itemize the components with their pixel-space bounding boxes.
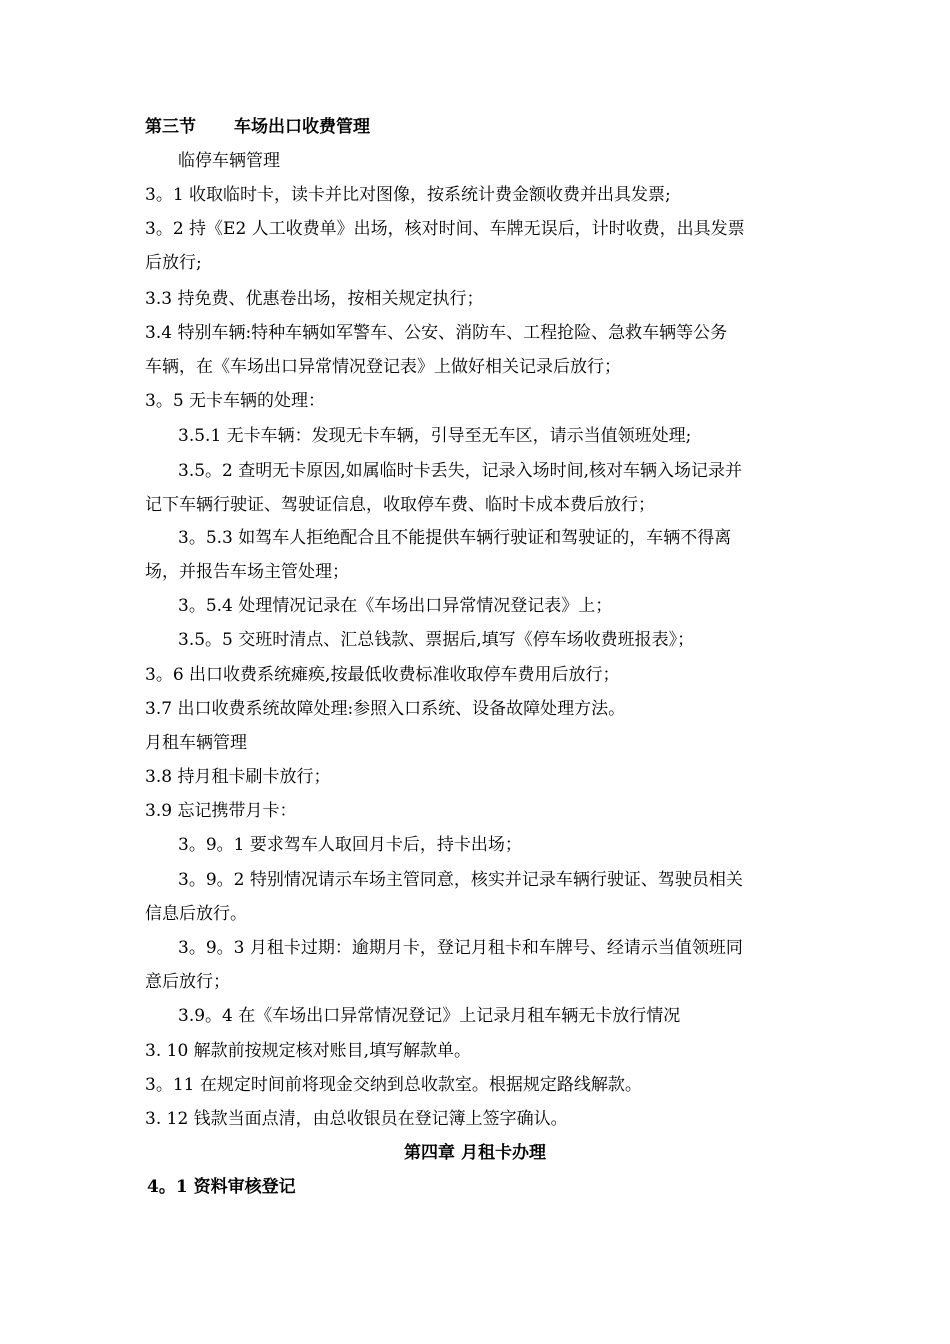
paragraph-line: 3.9。4 在《车场出口异常情况登记》上记录月租车辆无卡放行情况 — [178, 1006, 681, 1026]
paragraph-line: 场，并报告车场主管处理； — [145, 562, 349, 582]
paragraph-line: 3。6 出口收费系统瘫痪,按最低收费标准收取停车费用后放行； — [145, 665, 620, 685]
paragraph-line: 3。5 无卡车辆的处理： — [145, 391, 326, 411]
paragraph-line: 3。9。1 要求驾车人取回月卡后，持卡出场； — [178, 835, 522, 855]
section-title: 车场出口收费管理 — [234, 117, 370, 137]
paragraph-line: 3. 12 钱款当面点清，由总收银员在登记簿上签字确认。 — [145, 1109, 568, 1129]
paragraph-line: 3。5.3 如驾车人拒绝配合且不能提供车辆行驶证和驾驶证的，车辆不得离 — [178, 528, 732, 548]
paragraph-line: 3.7 出口收费系统故障处理:参照入口系统、设备故障处理方法。 — [145, 699, 626, 719]
paragraph-line: 3。11 在规定时间前将现金交纳到总收款室。根据规定路线解款。 — [145, 1075, 642, 1095]
section-number: 第三节 — [145, 117, 196, 137]
subheading-monthly-vehicles: 月租车辆管理 — [145, 733, 247, 753]
paragraph-line: 车辆，在《车场出口异常情况登记表》上做好相关记录后放行； — [145, 357, 621, 377]
chapter-heading: 第四章 月租卡办理 — [404, 1143, 546, 1163]
paragraph-line: 3。5.4 处理情况记录在《车场出口异常情况登记表》上； — [178, 596, 613, 616]
subheading-temporary-vehicles: 临停车辆管理 — [178, 151, 280, 171]
paragraph-line: 3. 10 解款前按规定核对账目,填写解款单。 — [145, 1041, 472, 1061]
paragraph-line: 信息后放行。 — [145, 904, 247, 924]
paragraph-line: 3。1 收取临时卡，读卡并比对图像，按系统计费金额收费并出具发票; — [145, 185, 671, 205]
paragraph-line: 3.9 忘记携带月卡： — [145, 801, 297, 821]
paragraph-line: 3.5.1 无卡车辆：发现无卡车辆，引导至无车区，请示当值领班处理; — [178, 426, 692, 446]
section-heading — [145, 116, 810, 138]
paragraph-line: 记下车辆行驶证、驾驶证信息，收取停车费、临时卡成本费后放行； — [145, 495, 655, 515]
paragraph-line: 3.5。2 查明无卡原因,如属临时卡丢失，记录入场时间,核对车辆入场记录并 — [178, 461, 743, 481]
subsection-heading: 4。1 资料审核登记 — [147, 1177, 296, 1197]
paragraph-line: 3。2 持《E2 人工收费单》出场，核对时间、车牌无误后，计时收费，出具发票 — [145, 219, 745, 239]
paragraph-line: 3。9。3 月租卡过期：逾期月卡，登记月租卡和车牌号、经请示当值领班同 — [178, 938, 743, 958]
paragraph-line: 3.4 特别车辆:特种车辆如军警车、公安、消防车、工程抢险、急救车辆等公务 — [145, 323, 728, 343]
paragraph-line: 3.3 持免费、优惠卷出场，按相关规定执行； — [145, 289, 484, 309]
paragraph-line: 意后放行； — [145, 972, 230, 992]
paragraph-line: 3.5。5 交班时清点、汇总钱款、票据后,填写《停车场收费班报表》； — [178, 630, 695, 650]
paragraph-line: 后放行; — [145, 253, 202, 273]
paragraph-line: 3.8 持月租卡刷卡放行； — [145, 767, 331, 787]
paragraph-line: 3。9。2 特别情况请示车场主管同意，核实并记录车辆行驶证、驾驶员相关 — [178, 870, 743, 890]
